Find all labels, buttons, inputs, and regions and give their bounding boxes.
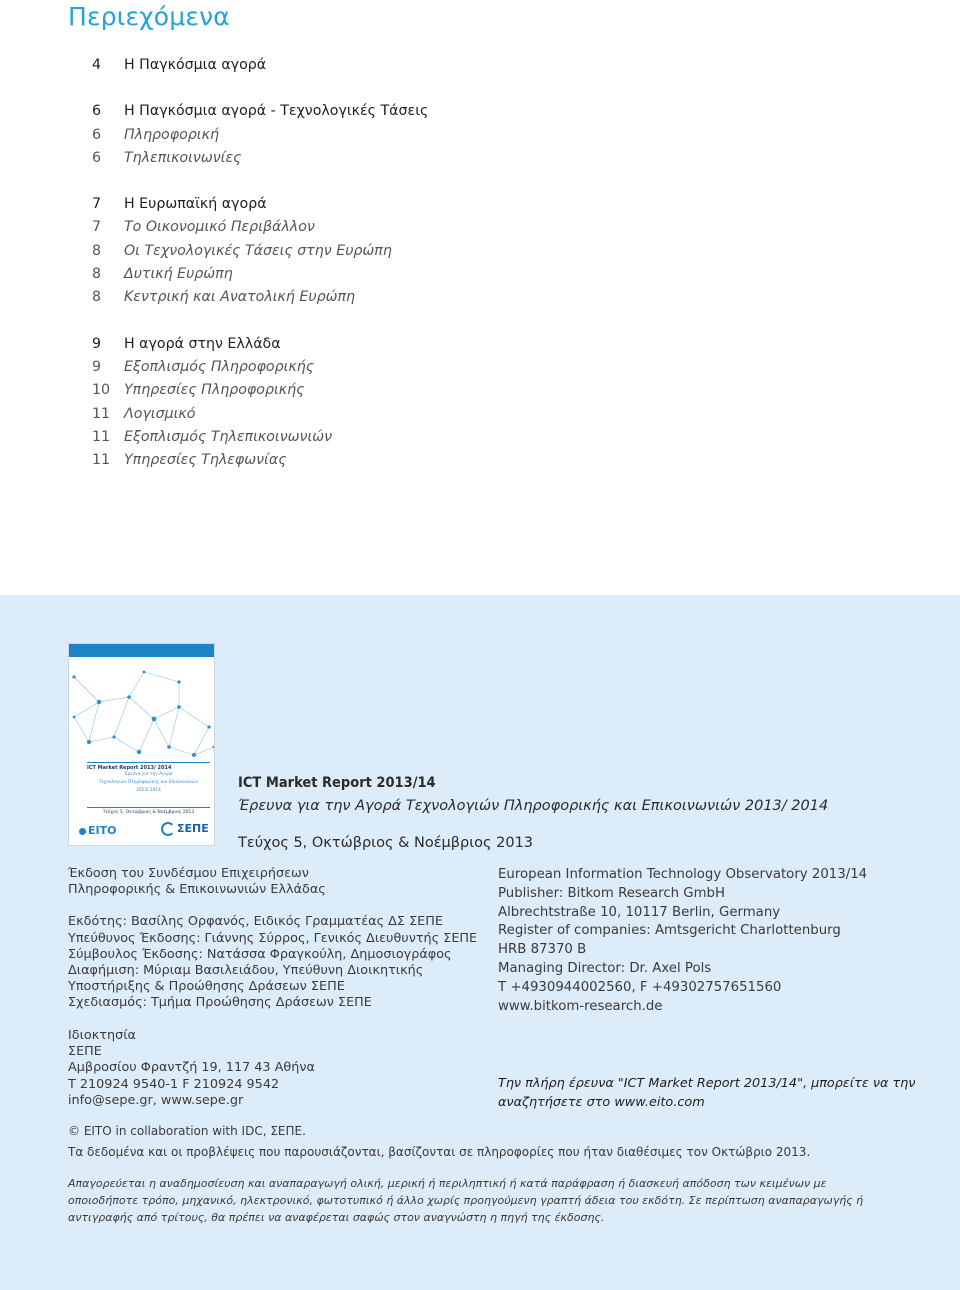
legal-notice: Απαγορεύεται η αναδημοσίευση και αναπαραγωγή ολική, μερική ή περιληπτική ή κατά παράφραση ή διασκευή απόδοση των κειμένων με οποιοδήποτε τρόπο, μηχανικό, ηλεκτρονικό, φωτοτυπικό ή άλλο χωρίς προηγούμενη γραπτή άδεια του εκδότη. Σε περίπτωση αναπαραγωγής ή αντιγραφής από τρίτους, θα πρέπει να αναφέρεται σαφώς στον αναγνώστη η πηγή της έκδοσης. xyxy=(68,1177,864,1224)
toc-page-number: 9 xyxy=(92,358,102,375)
toc-page-number: 6 xyxy=(92,126,102,143)
full-report-note xyxy=(498,1074,915,1112)
toc-entry-label: Εξοπλισμός Τηλεπικοινωνιών xyxy=(124,428,333,445)
owner-line: ΣΕΠΕ xyxy=(68,1044,102,1060)
toc-page-number: 6 xyxy=(92,103,102,120)
toc-entry-label: Τηλεπικοινωνίες xyxy=(124,149,242,166)
report-subtitle: Έρευνα για την Αγορά Τεχνολογιών Πληροφορικής και Επικοινωνιών 2013/ 2014 xyxy=(238,798,829,814)
copyright-notice: © EITO in collaboration with IDC, ΣΕΠΕ. xyxy=(68,1124,306,1138)
credit-line: Υποστήριξης & Προώθησης Δράσεων ΣΕΠΕ xyxy=(68,979,345,995)
data-disclaimer: Τα δεδομένα και οι προβλέψεις που παρουσιάζονται, βασίζονται σε πληροφορίες που ήταν διαθέσιμες τον Οκτώβριο 2013. xyxy=(68,1145,811,1159)
toc-entry-label: Υπηρεσίες Τηλεφωνίας xyxy=(124,452,287,469)
toc-page-number: 8 xyxy=(92,266,102,283)
toc-page-number: 6 xyxy=(92,149,102,166)
toc-group-gap xyxy=(92,77,428,100)
toc-page-number: 11 xyxy=(92,428,111,445)
toc-subsection-entry[interactable] xyxy=(92,147,428,170)
toc-subsection-entry[interactable] xyxy=(92,286,428,309)
toc-subsection-entry[interactable] xyxy=(92,426,428,449)
toc-section-entry[interactable] xyxy=(92,100,428,123)
toc-entry-label: Λογισμικό xyxy=(124,405,196,422)
note-line: Την πλήρη έρευνα "ICT Market Report 2013/14", μπορείτε να την xyxy=(498,1076,916,1091)
toc-page-number: 11 xyxy=(92,452,111,469)
credit-line: Υπεύθυνος Έκδοσης: Γιάννης Σύρρος, Γενικός Διευθυντής ΣΕΠΕ xyxy=(68,930,478,946)
toc-entry-label: Οι Τεχνολογικές Τάσεις στην Ευρώπη xyxy=(124,242,392,259)
cover-line-3: 2013/ 2014 xyxy=(136,788,161,793)
toc-page-number: 7 xyxy=(92,219,102,236)
toc-section-entry[interactable] xyxy=(92,333,428,356)
edition-line: Έκδοση του Συνδέσμου Επιχειρήσεων xyxy=(68,866,309,881)
publisher-line: Albrechtstraße 10, 10117 Berlin, Germany xyxy=(498,904,781,920)
publisher-info xyxy=(498,866,867,1016)
cover-title: ICT Market Report 2013/ 2014 xyxy=(87,762,210,771)
note-line: αναζητήσετε στο www.eito.com xyxy=(498,1095,705,1110)
toc-group-gap xyxy=(92,310,428,333)
toc-subsection-entry[interactable] xyxy=(92,216,428,239)
cover-top-bar xyxy=(69,644,214,657)
toc-subsection-entry[interactable] xyxy=(92,124,428,147)
owner-line: Αμβροσίου Φραντζή 19, 117 43 Αθήνα xyxy=(68,1060,315,1076)
toc-page-number: 10 xyxy=(92,382,111,399)
toc-entry-label: Πληροφορική xyxy=(124,126,219,143)
toc-page-number: 4 xyxy=(92,57,102,73)
toc-subsection-entry[interactable] xyxy=(92,240,428,263)
toc-page-number: 8 xyxy=(92,242,102,259)
report-cover-image xyxy=(68,643,215,846)
ownership-block xyxy=(68,1028,315,1109)
toc-entry-label: Η Παγκόσμια αγορά xyxy=(124,57,267,73)
toc-entry-label: Το Οικονομικό Περιβάλλον xyxy=(124,219,315,236)
toc-page-number: 9 xyxy=(92,335,102,352)
page-title: Περιεχόμενα xyxy=(68,2,230,31)
toc-entry-label: Υπηρεσίες Πληροφορικής xyxy=(124,382,305,399)
toc-page-number: 11 xyxy=(92,405,111,422)
owner-line: Τ 210924 9540-1 F 210924 9542 xyxy=(68,1076,280,1092)
edition-line: Πληροφορικής & Επικοινωνιών Ελλάδας xyxy=(68,882,326,898)
toc-group-gap xyxy=(92,170,428,193)
toc-entry-label: Κεντρική και Ανατολική Ευρώπη xyxy=(124,289,355,306)
publisher-line: Register of companies: Amtsgericht Charlottenburg xyxy=(498,923,841,939)
toc-page-number: 8 xyxy=(92,289,102,306)
toc-entry-label: Δυτική Ευρώπη xyxy=(124,266,233,283)
publisher-line: European Information Technology Observatory 2013/14 xyxy=(498,867,868,882)
publisher-website-link[interactable]: www.bitkom-research.de xyxy=(498,998,663,1014)
toc-subsection-entry[interactable] xyxy=(92,379,428,402)
toc-section-entry[interactable] xyxy=(92,54,428,77)
credit-line: Εκδότης: Βασίλης Ορφανός, Ειδικός Γραμματέας ΔΣ ΣΕΠΕ xyxy=(68,914,443,930)
publisher-line: Publisher: Bitkom Research GmbH xyxy=(498,885,726,901)
toc-entry-label: Η Παγκόσμια αγορά - Τεχνολογικές Τάσεις xyxy=(124,103,429,120)
owner-line: Ιδιοκτησία xyxy=(68,1028,136,1043)
report-title: ICT Market Report 2013/14 xyxy=(238,775,436,791)
credit-line: Σύμβουλος Έκδοσης: Νατάσσα Φραγκούλη, Δημοσιογράφος xyxy=(68,946,452,962)
toc-subsection-entry[interactable] xyxy=(92,403,428,426)
owner-contact-link[interactable]: info@sepe.gr, www.sepe.gr xyxy=(68,1092,244,1108)
cover-issue: Τεύχος 5, Οκτώβριος & Νοέμβριος 2013 xyxy=(87,807,210,815)
edition-credits xyxy=(68,866,477,1012)
publisher-line: HRB 87370 B xyxy=(498,942,587,958)
toc-section-entry[interactable] xyxy=(92,193,428,216)
network-graphic xyxy=(69,657,215,762)
toc-entry-label: Η αγορά στην Ελλάδα xyxy=(124,335,281,352)
publisher-line: T +4930944002560, F +49302757651560 xyxy=(498,979,782,995)
toc-subsection-entry[interactable] xyxy=(92,449,428,472)
eito-logo: EITO xyxy=(79,824,116,837)
toc-entry-label: Η Ευρωπαϊκή αγορά xyxy=(124,196,267,213)
cover-line-2: Τεχνολογιών Πληροφορικής και Επικοινωνιών xyxy=(98,780,199,785)
report-issue: Τεύχος 5, Οκτώβριος & Νοέμβριος 2013 xyxy=(238,835,534,851)
toc-page-number: 7 xyxy=(92,196,102,213)
sepe-logo: ΣΕΠΕ xyxy=(161,822,209,836)
publisher-line: Managing Director: Dr. Axel Pols xyxy=(498,960,712,976)
toc-subsection-entry[interactable] xyxy=(92,356,428,379)
cover-line-1: Έρευνα για την Αγορά xyxy=(124,772,173,777)
toc-subsection-entry[interactable] xyxy=(92,263,428,286)
table-of-contents xyxy=(92,54,428,472)
toc-entry-label: Εξοπλισμός Πληροφορικής xyxy=(124,358,315,375)
credit-line: Σχεδιασμός: Τμήμα Προώθησης Δράσεων ΣΕΠΕ xyxy=(68,995,372,1011)
credit-line: Διαφήμιση: Μύριαμ Βασιλειάδου, Υπεύθυνη Διοικητικής xyxy=(68,963,424,979)
